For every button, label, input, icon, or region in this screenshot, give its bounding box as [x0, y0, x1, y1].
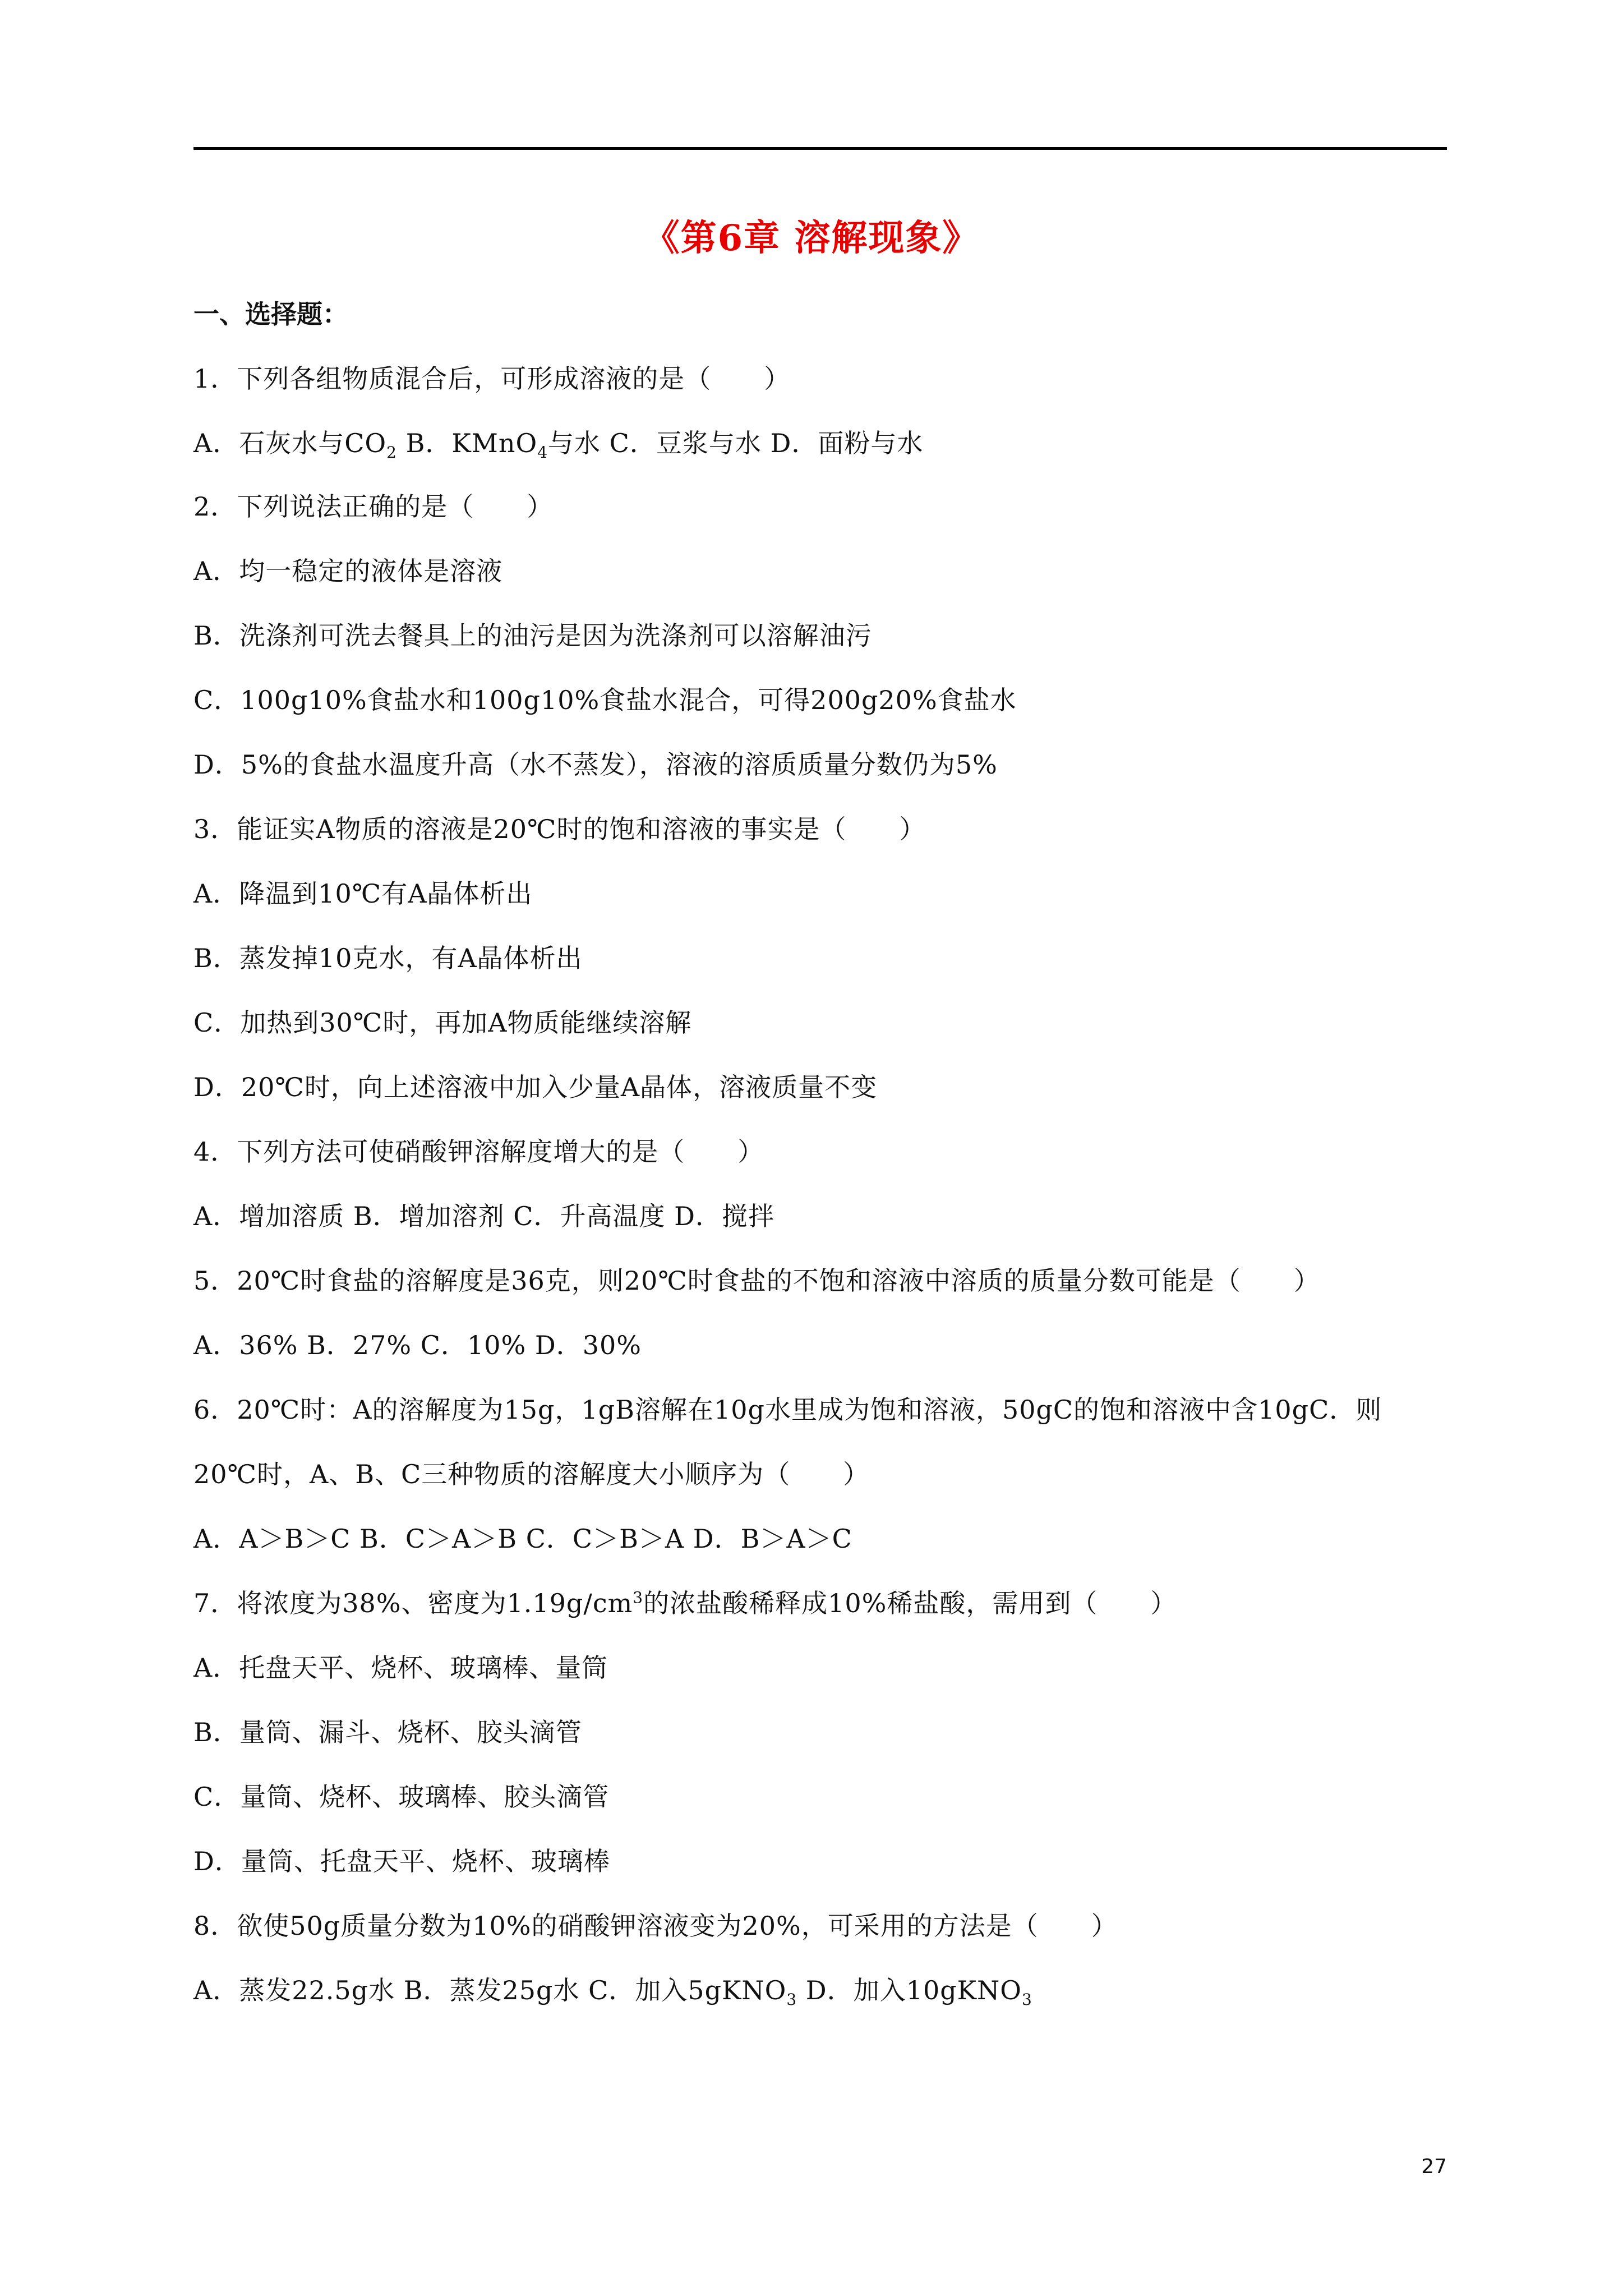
question-7: 7．将浓度为38%、密度为$1.19g/cm^3$的浓盐酸稀释成10%稀盐酸，需用到（ ） [193, 1588, 1177, 1618]
page-title: 《第6章 溶解现象》 [643, 217, 980, 259]
question-3-option-b: B．蒸发掉10克水，有A晶体析出 [193, 943, 583, 973]
question-5-options: A．36% B．27% C．10% D．30% [193, 1330, 642, 1360]
question-8: 8．欲使50g质量分数为10%的硝酸钾溶液变为20%，可采用的方法是（ ） [193, 1911, 1118, 1941]
page-number: 27 [1421, 2155, 1447, 2178]
question-6-line-2: 20℃时，A、B、C三种物质的溶解度大小顺序为（ ） [193, 1459, 870, 1489]
question-2-option-d: D．5%的食盐水温度升高（水不蒸发），溶液的溶质质量分数仍为5% [193, 749, 998, 780]
question-2-option-b: B．洗涤剂可洗去餐具上的油污是因为洗涤剂可以溶解油污 [193, 620, 872, 651]
question-2: 2．下列说法正确的是（ ） [193, 491, 554, 522]
question-2-option-c: C．100g10%食盐水和100g10%食盐水混合，可得200g20%食盐水 [193, 685, 1017, 715]
question-7-option-d: D．量筒、托盘天平、烧杯、玻璃棒 [193, 1846, 610, 1876]
question-8-options: A．蒸发22.5g水 B．蒸发25g水 C．加入5gKNO$_3$ D．加入10gKNO$_3$ [193, 1975, 1032, 2009]
question-3-option-a: A．降温到10℃有A晶体析出 [193, 878, 533, 909]
question-4-options: A．增加溶质 B．增加溶剂 C．升高温度 D．搅拌 [193, 1201, 774, 1231]
question-7-option-c: C．量筒、烧杯、玻璃棒、胶头滴管 [193, 1782, 610, 1812]
question-3-option-c: C．加热到30℃时，再加A物质能继续溶解 [193, 1007, 692, 1038]
question-1-options: A．石灰水与$CO_2$ B．KMnO$_4$与水 C．豆浆与水 D．面粉与水 [193, 428, 924, 462]
question-7-option-a: A．托盘天平、烧杯、玻璃棒、量筒 [193, 1653, 608, 1683]
question-3-option-d: D．20℃时，向上述溶液中加入少量A晶体，溶液质量不变 [193, 1072, 878, 1102]
question-6-options: A．A＞B＞C B．C＞A＞B C．C＞B＞A D．B＞A＞C [193, 1524, 852, 1554]
section-heading: 一、选择题： [193, 299, 348, 329]
header-rule [193, 147, 1447, 150]
question-4: 4．下列方法可使硝酸钾溶解度增大的是（ ） [193, 1137, 764, 1167]
question-5: 5．20℃时食盐的溶解度是36克，则20℃时食盐的不饱和溶液中溶质的质量分数可能是（ ） [193, 1266, 1320, 1296]
question-7-option-b: B．量筒、漏斗、烧杯、胶头滴管 [193, 1717, 582, 1747]
question-1: 1．下列各组物质混合后，可形成溶液的是（ ） [193, 364, 791, 394]
question-2-option-a: A．均一稳定的液体是溶液 [193, 556, 503, 586]
question-6-line-1: 6．20℃时：A的溶解度为15g，1gB溶解在10g水里成为饱和溶液，50gC的饱和溶液中含10gC．则 [193, 1395, 1382, 1425]
question-3: 3．能证实A物质的溶液是20℃时的饱和溶液的事实是（ ） [193, 814, 926, 844]
